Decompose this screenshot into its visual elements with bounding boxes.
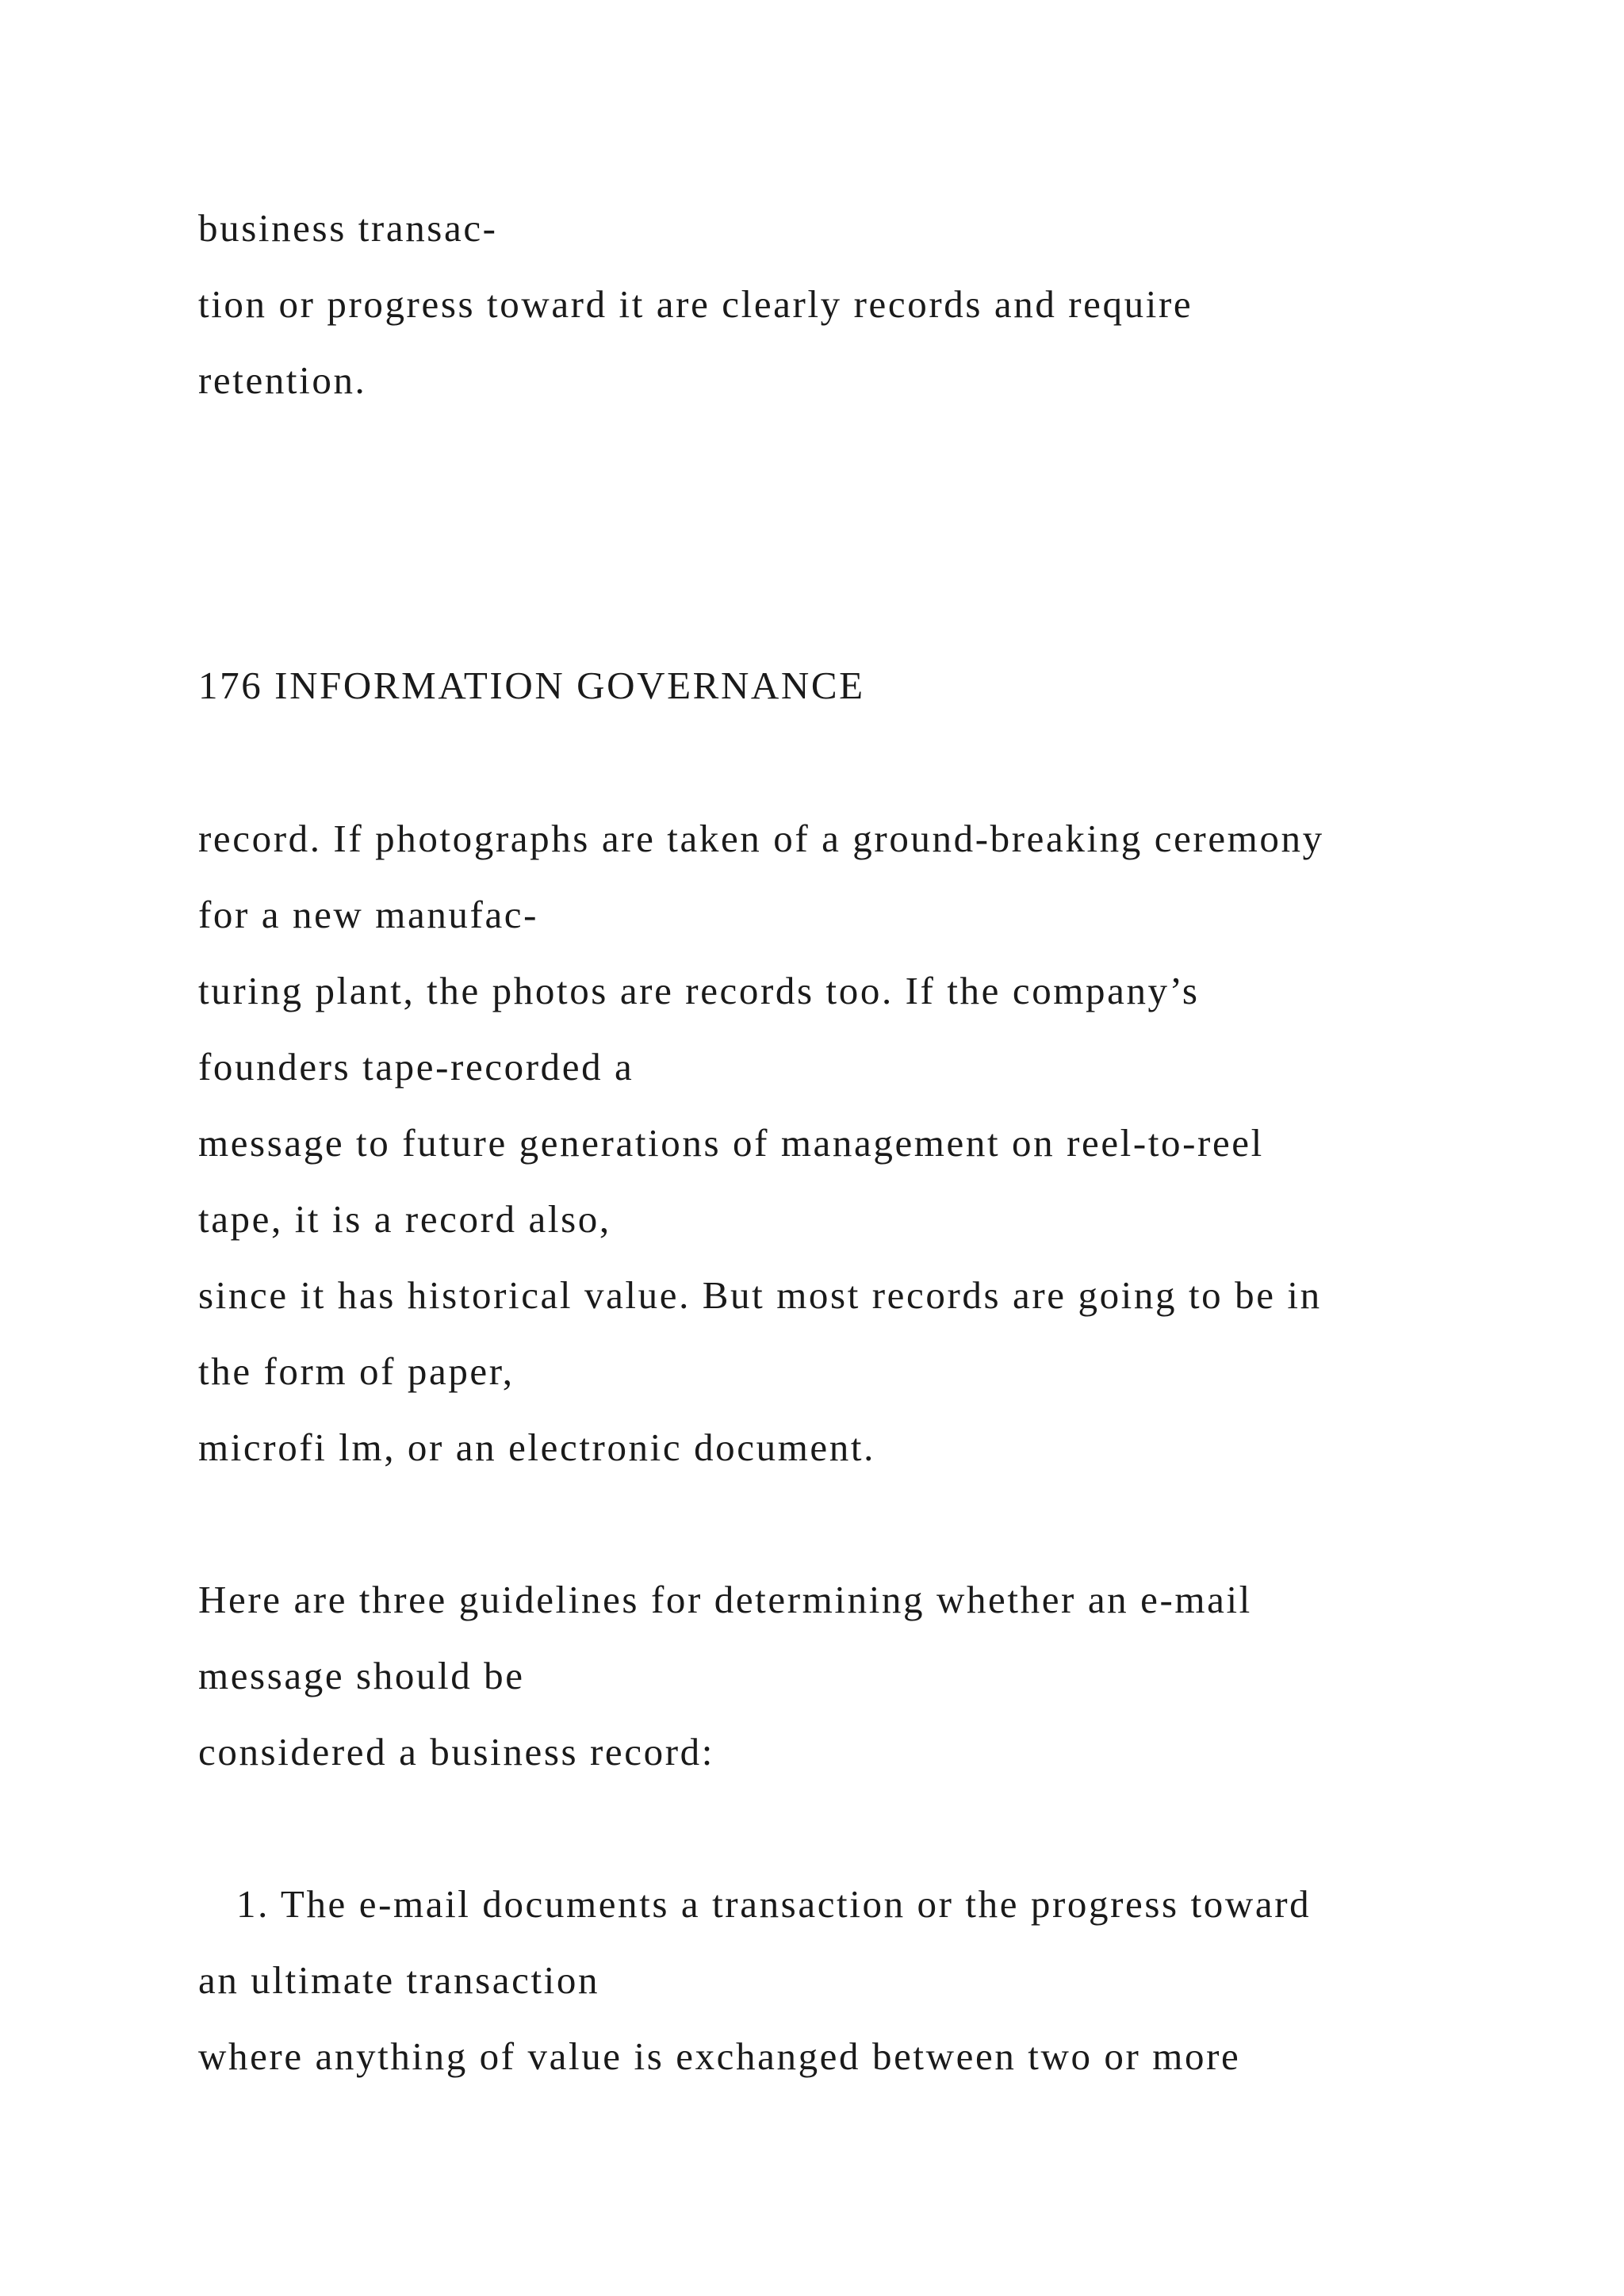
page-header: 176 INFORMATION GOVERNANCE [198,664,865,707]
spacer [198,724,1507,801]
paragraph-records [198,801,1507,1486]
text-line: retention. [198,358,367,402]
text-line: tape, it is a record also, [198,1197,611,1241]
text-line: founders tape-recorded a [198,1045,634,1089]
document-page [198,190,1507,2095]
text-line: message to future generations of management on reel-to-reel [198,1121,1264,1165]
text-line: 1. The e-mail documents a transaction or the progress toward [236,1882,1312,1926]
text-line: where anything of value is exchanged between two or more [198,2034,1241,2078]
spacer [198,1486,1507,1562]
text-line: business transac- [198,206,498,250]
text-line: the form of paper, [198,1349,515,1393]
text-line: considered a business record: [198,1730,714,1774]
spacer [198,419,1507,648]
text-line: turing plant, the photos are records too. If the company’s [198,969,1200,1012]
text-line: record. If photographs are taken of a ground-breaking ceremony [198,817,1324,860]
paragraph-guidelines [198,1562,1507,1790]
spacer [198,1790,1507,1866]
text-line: Here are three guidelines for determining whether an e-mail [198,1578,1252,1621]
running-head [198,648,1507,724]
text-line: microfi lm, or an electronic document. [198,1425,875,1469]
text-line: an ultimate transaction [198,1958,600,2002]
list-item [198,1866,1507,2095]
text-line: tion or progress toward it are clearly records and require [198,282,1193,326]
text-line: message should be [198,1654,525,1697]
text-line: since it has historical value. But most records are going to be in [198,1273,1322,1317]
text-line: for a new manufac- [198,893,539,936]
paragraph-continuation [198,190,1507,419]
